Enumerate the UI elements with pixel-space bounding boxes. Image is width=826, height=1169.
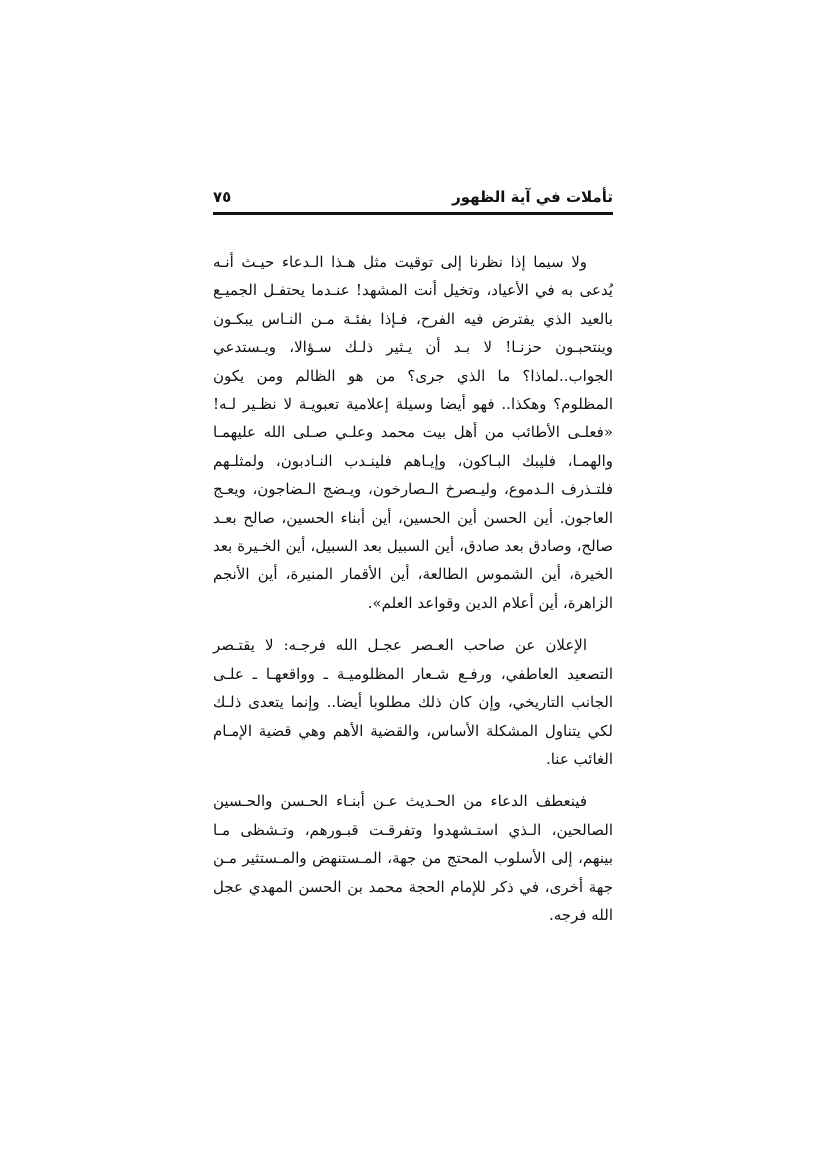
paragraph-1: ولا سيما إذا نظرنا إلى توقيت مثل هـذا الـدعاء حيـث أنـه يُدعى به في الأعياد، وتخيل أنت المشهد! عنـدما يحتفـل الجميـع بالعيد الذي يفترض فيه الفرح، فـإذا بفئـة مـن النـاس يبكـون وينتحبـون حزنـا! لا بـد أن يـثير ذلـك سـؤالا، ويـستدعي الجواب..لماذا؟ ما الذي جرى؟ من هو الظالم ومن يكون المظلوم؟ وهكذا.. فهو أيضا وسيلة إعلامية تعبويـة لا نظـير لـه! «فعلـى الأطائب من أهل بيت محمد وعلـي صـلى الله عليهمـا والهمـا، فليبك البـاكون، وإيـاهم فلينـدب النـادبون، ولمثلـهم فلتـذرف الـدموع، وليـصرخ الـصارخون، ويـضج الـضاجون، ويعـج العاجون. أين الحسن أين الحسين، أين أبناء الحسين، صالح بعـد صالح، وصادق بعد صادق، أين السبيل بعد السبيل، أين الخـيرة بعد الخيرة، أين الشموس الطالعة، أين الأقمار المنيرة، أين الأنجم الزاهرة، أين أعلام الدين وقواعد العلم». (213, 253, 613, 612)
paragraph-3: فينعطف الدعاء من الحـديث عـن أبنـاء الحـسن والحـسين الصالحين، الـذي استـشهدوا وتفرقـت قبـورهم، وتـشظى مـا بينهم، إلى الأسلوب المحتج من جهة، المـستنهض والمـستثير مـن جهة أخرى، في ذكر للإمام الحجة محمد بن الحسن المهدي عجل الله فرجه. (213, 792, 613, 924)
header-title: تأملات في آية الظهور (452, 188, 613, 206)
paragraph-2: الإعلان عن صاحب العـصر عجـل الله فرجـه: لا يقتـصر التصعيد العاطفي، ورفـع شـعار المظلوميـة ـ وواقعهـا ـ علـى الجانب التاريخي، وإن كان ذلك مطلوبا أيضا.. وإنما يتعدى ذلـك لكي يتناول المشكلة الأساس، والقضية الأهم وهي قضية الإمـام الغائب عنا. (213, 636, 613, 768)
header-rule (213, 212, 613, 215)
body-text (213, 248, 613, 929)
page-number: ٧٥ (213, 188, 232, 206)
running-header (213, 184, 613, 212)
